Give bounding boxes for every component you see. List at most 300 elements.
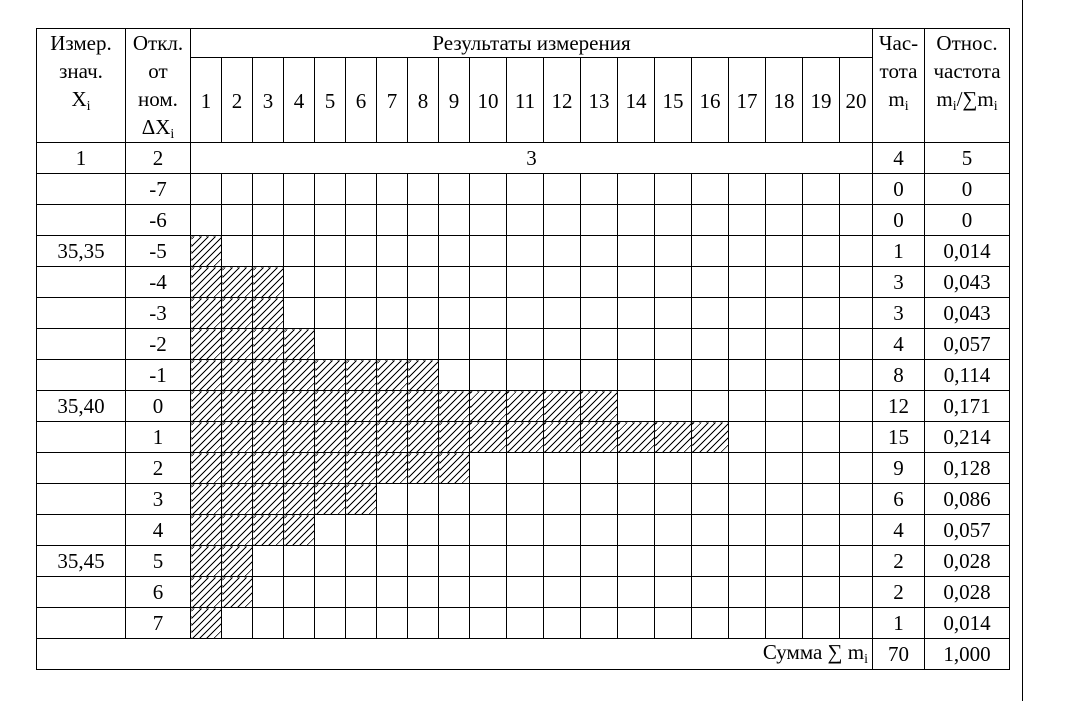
result-cell (284, 205, 315, 236)
result-cell (346, 546, 377, 577)
result-cell (253, 205, 284, 236)
result-cell (655, 484, 692, 515)
result-cell (766, 546, 803, 577)
result-cell (581, 329, 618, 360)
result-cell (581, 205, 618, 236)
result-cell (618, 360, 655, 391)
result-cell (655, 298, 692, 329)
result-cell (840, 608, 873, 639)
hatched-result-cell (253, 515, 284, 546)
result-cell (253, 236, 284, 267)
deviation-cell: 6 (126, 577, 191, 608)
result-cell (840, 174, 873, 205)
result-cell (729, 298, 766, 329)
hatched-result-cell (191, 608, 222, 639)
table-row (37, 608, 1010, 639)
result-cell (803, 546, 840, 577)
relative-frequency-cell: 0,114 (925, 360, 1010, 391)
relative-frequency-cell: 0,014 (925, 236, 1010, 267)
result-cell (222, 205, 253, 236)
result-cell (408, 546, 439, 577)
result-cell (581, 174, 618, 205)
results-column-15: 15 (655, 58, 692, 143)
table-row (37, 546, 1010, 577)
result-cell (766, 608, 803, 639)
result-cell (439, 298, 470, 329)
result-cell (507, 267, 544, 298)
result-cell (507, 329, 544, 360)
result-cell (655, 453, 692, 484)
table-row (37, 484, 1010, 515)
result-cell (766, 453, 803, 484)
relative-frequency-cell: 0,171 (925, 391, 1010, 422)
result-cell (692, 484, 729, 515)
result-cell (729, 422, 766, 453)
hatched-result-cell (253, 453, 284, 484)
result-cell (581, 453, 618, 484)
result-cell (439, 360, 470, 391)
results-column-12: 12 (544, 58, 581, 143)
results-column-18: 18 (766, 58, 803, 143)
header-deviation: Откл. от ном. $\Delta X_i$ (126, 29, 191, 143)
result-cell (346, 577, 377, 608)
result-cell (618, 515, 655, 546)
hatched-result-cell (222, 391, 253, 422)
results-column-5: 5 (315, 58, 346, 143)
table-row (37, 205, 1010, 236)
result-cell (315, 205, 346, 236)
measured-value-cell (37, 422, 126, 453)
result-cell (470, 236, 507, 267)
relative-frequency-cell: 0,043 (925, 298, 1010, 329)
hatched-result-cell (507, 422, 544, 453)
hatched-result-cell (315, 360, 346, 391)
result-cell (803, 608, 840, 639)
result-cell (655, 608, 692, 639)
frequency-cell: 15 (873, 422, 925, 453)
table-row (37, 236, 1010, 267)
result-cell (729, 360, 766, 391)
result-cell (840, 360, 873, 391)
result-cell (346, 267, 377, 298)
sum-row (37, 639, 1010, 670)
result-cell (439, 515, 470, 546)
hatched-result-cell (346, 453, 377, 484)
result-cell (470, 267, 507, 298)
result-cell (692, 453, 729, 484)
result-cell (470, 515, 507, 546)
hatched-result-cell (191, 546, 222, 577)
result-cell (655, 236, 692, 267)
results-column-19: 19 (803, 58, 840, 143)
result-cell (284, 546, 315, 577)
result-cell (377, 267, 408, 298)
result-cell (191, 205, 222, 236)
result-cell (803, 422, 840, 453)
result-cell (803, 391, 840, 422)
result-cell (581, 298, 618, 329)
result-cell (655, 174, 692, 205)
result-cell (692, 515, 729, 546)
hatched-result-cell (191, 577, 222, 608)
result-cell (408, 236, 439, 267)
header-relative-frequency: Относ. частота $m_i/\sum m_i$ (925, 29, 1010, 143)
result-cell (803, 484, 840, 515)
result-cell (840, 391, 873, 422)
table-row (37, 391, 1010, 422)
frequency-cell: 6 (873, 484, 925, 515)
result-cell (544, 515, 581, 546)
measured-value-cell (37, 267, 126, 298)
hatched-result-cell (439, 453, 470, 484)
result-cell (315, 174, 346, 205)
result-cell (470, 205, 507, 236)
column-number-3: 3 (191, 143, 873, 174)
measured-value-cell (37, 453, 126, 484)
table-row (37, 267, 1010, 298)
result-cell (315, 298, 346, 329)
result-cell (507, 360, 544, 391)
result-cell (315, 267, 346, 298)
column-number-5: 5 (925, 143, 1010, 174)
result-cell (766, 391, 803, 422)
result-cell (618, 267, 655, 298)
result-cell (346, 298, 377, 329)
table-row (37, 577, 1010, 608)
sum-label: Сумма ∑ $m_i$ (37, 639, 873, 670)
deviation-cell: 4 (126, 515, 191, 546)
result-cell (655, 391, 692, 422)
relative-frequency-cell: 0 (925, 205, 1010, 236)
result-cell (507, 484, 544, 515)
deviation-cell: 5 (126, 546, 191, 577)
hatched-result-cell (222, 515, 253, 546)
hatched-result-cell (253, 391, 284, 422)
result-cell (284, 577, 315, 608)
result-cell (439, 174, 470, 205)
result-cell (544, 577, 581, 608)
hatched-result-cell (377, 360, 408, 391)
result-cell (729, 453, 766, 484)
result-cell (692, 267, 729, 298)
deviation-cell: -4 (126, 267, 191, 298)
result-cell (507, 453, 544, 484)
hatched-result-cell (618, 422, 655, 453)
hatched-result-cell (191, 267, 222, 298)
result-cell (507, 546, 544, 577)
result-cell (470, 329, 507, 360)
result-cell (507, 205, 544, 236)
hatched-result-cell (408, 391, 439, 422)
result-cell (840, 298, 873, 329)
results-column-10: 10 (470, 58, 507, 143)
hatched-result-cell (507, 391, 544, 422)
hatched-result-cell (284, 453, 315, 484)
relative-frequency-cell: 0,043 (925, 267, 1010, 298)
result-cell (315, 329, 346, 360)
hatched-result-cell (346, 484, 377, 515)
result-cell (408, 515, 439, 546)
result-cell (729, 329, 766, 360)
hatched-result-cell (408, 360, 439, 391)
results-column-3: 3 (253, 58, 284, 143)
result-cell (766, 329, 803, 360)
result-cell (581, 515, 618, 546)
sum-frequency: 70 (873, 639, 925, 670)
result-cell (439, 484, 470, 515)
result-cell (544, 329, 581, 360)
results-column-13: 13 (581, 58, 618, 143)
result-cell (840, 236, 873, 267)
frequency-cell: 0 (873, 174, 925, 205)
hatched-result-cell (377, 422, 408, 453)
relative-frequency-cell: 0,028 (925, 546, 1010, 577)
result-cell (803, 174, 840, 205)
hatched-result-cell (284, 484, 315, 515)
measured-value-cell (37, 608, 126, 639)
result-cell (803, 329, 840, 360)
result-cell (840, 546, 873, 577)
result-cell (315, 546, 346, 577)
results-column-6: 6 (346, 58, 377, 143)
deviation-cell: -7 (126, 174, 191, 205)
deviation-cell: -2 (126, 329, 191, 360)
result-cell (581, 236, 618, 267)
result-cell (803, 298, 840, 329)
hatched-result-cell (315, 422, 346, 453)
hatched-result-cell (581, 391, 618, 422)
hatched-result-cell (222, 453, 253, 484)
measured-value-cell (37, 484, 126, 515)
deviation-cell: 0 (126, 391, 191, 422)
result-cell (284, 236, 315, 267)
result-cell (581, 267, 618, 298)
deviation-cell: 2 (126, 453, 191, 484)
result-cell (618, 329, 655, 360)
frequency-cell: 9 (873, 453, 925, 484)
hatched-result-cell (191, 453, 222, 484)
result-cell (544, 453, 581, 484)
result-cell (377, 329, 408, 360)
table-row (37, 360, 1010, 391)
result-cell (618, 391, 655, 422)
result-cell (544, 608, 581, 639)
hatched-result-cell (315, 484, 346, 515)
result-cell (408, 267, 439, 298)
deviation-cell: 7 (126, 608, 191, 639)
result-cell (729, 174, 766, 205)
measured-value-cell (37, 205, 126, 236)
result-cell (408, 205, 439, 236)
frequency-cell: 2 (873, 546, 925, 577)
hatched-result-cell (222, 484, 253, 515)
measured-value-cell: 35,45 (37, 546, 126, 577)
result-cell (618, 298, 655, 329)
result-cell (315, 577, 346, 608)
result-cell (408, 329, 439, 360)
sum-relative-frequency: 1,000 (925, 639, 1010, 670)
measured-value-cell (37, 515, 126, 546)
relative-frequency-cell: 0 (925, 174, 1010, 205)
measured-value-cell (37, 298, 126, 329)
results-column-20: 20 (840, 58, 873, 143)
result-cell (766, 298, 803, 329)
hatched-result-cell (191, 391, 222, 422)
result-cell (692, 577, 729, 608)
hatched-result-cell (222, 298, 253, 329)
relative-frequency-cell: 0,057 (925, 515, 1010, 546)
result-cell (840, 453, 873, 484)
hatched-result-cell (377, 453, 408, 484)
result-cell (655, 360, 692, 391)
header-measured-value: Измер. знач. $X_i$ (37, 29, 126, 143)
column-number-2: 2 (126, 143, 191, 174)
result-cell (377, 298, 408, 329)
result-cell (284, 298, 315, 329)
result-cell (408, 608, 439, 639)
result-cell (470, 484, 507, 515)
hatched-result-cell (253, 267, 284, 298)
result-cell (581, 546, 618, 577)
hatched-result-cell (439, 422, 470, 453)
result-cell (840, 484, 873, 515)
result-cell (544, 484, 581, 515)
result-cell (507, 236, 544, 267)
hatched-result-cell (346, 391, 377, 422)
hatched-result-cell (408, 453, 439, 484)
result-cell (346, 174, 377, 205)
deviation-cell: -3 (126, 298, 191, 329)
result-cell (507, 174, 544, 205)
result-cell (766, 174, 803, 205)
frequency-cell: 12 (873, 391, 925, 422)
result-cell (618, 484, 655, 515)
hatched-result-cell (315, 453, 346, 484)
result-cell (655, 546, 692, 577)
hatched-result-cell (346, 360, 377, 391)
results-column-1: 1 (191, 58, 222, 143)
result-cell (346, 329, 377, 360)
result-cell (692, 546, 729, 577)
result-cell (377, 174, 408, 205)
frequency-cell: 4 (873, 329, 925, 360)
result-cell (191, 174, 222, 205)
result-cell (766, 577, 803, 608)
column-number-1: 1 (37, 143, 126, 174)
header-results-title: Результаты измерения (191, 29, 873, 58)
relative-frequency-cell: 0,028 (925, 577, 1010, 608)
results-column-2: 2 (222, 58, 253, 143)
result-cell (692, 608, 729, 639)
result-cell (253, 608, 284, 639)
result-cell (222, 174, 253, 205)
result-cell (618, 236, 655, 267)
result-cell (803, 515, 840, 546)
column-number-4: 4 (873, 143, 925, 174)
result-cell (803, 453, 840, 484)
frequency-cell: 1 (873, 236, 925, 267)
result-cell (315, 515, 346, 546)
result-cell (692, 391, 729, 422)
hatched-result-cell (191, 236, 222, 267)
result-cell (544, 174, 581, 205)
result-cell (470, 360, 507, 391)
result-cell (655, 267, 692, 298)
deviation-cell: 1 (126, 422, 191, 453)
result-cell (222, 608, 253, 639)
result-cell (439, 608, 470, 639)
results-column-4: 4 (284, 58, 315, 143)
result-cell (618, 608, 655, 639)
result-cell (544, 236, 581, 267)
result-cell (803, 205, 840, 236)
hatched-result-cell (191, 298, 222, 329)
result-cell (729, 577, 766, 608)
result-cell (729, 236, 766, 267)
result-cell (766, 267, 803, 298)
result-cell (284, 608, 315, 639)
result-cell (284, 267, 315, 298)
result-cell (346, 205, 377, 236)
table-row (37, 422, 1010, 453)
result-cell (803, 236, 840, 267)
results-column-9: 9 (439, 58, 470, 143)
header-frequency: Час- тота $m_i$ (873, 29, 925, 143)
hatched-result-cell (222, 422, 253, 453)
result-cell (377, 546, 408, 577)
measured-value-cell: 35,40 (37, 391, 126, 422)
result-cell (544, 205, 581, 236)
result-cell (581, 608, 618, 639)
result-cell (618, 577, 655, 608)
table-row (37, 298, 1010, 329)
result-cell (544, 267, 581, 298)
result-cell (692, 236, 729, 267)
relative-frequency-cell: 0,128 (925, 453, 1010, 484)
result-cell (377, 515, 408, 546)
hatched-result-cell (253, 422, 284, 453)
result-cell (470, 608, 507, 639)
result-cell (377, 484, 408, 515)
result-cell (581, 484, 618, 515)
result-cell (618, 546, 655, 577)
table-row (37, 174, 1010, 205)
result-cell (840, 577, 873, 608)
result-cell (253, 174, 284, 205)
result-cell (766, 360, 803, 391)
result-cell (729, 484, 766, 515)
hatched-result-cell (692, 422, 729, 453)
result-cell (253, 577, 284, 608)
result-cell (840, 205, 873, 236)
result-cell (507, 515, 544, 546)
result-cell (692, 329, 729, 360)
relative-frequency-cell: 0,214 (925, 422, 1010, 453)
result-cell (692, 360, 729, 391)
result-cell (470, 453, 507, 484)
hatched-result-cell (655, 422, 692, 453)
relative-frequency-cell: 0,086 (925, 484, 1010, 515)
result-cell (439, 236, 470, 267)
result-cell (544, 298, 581, 329)
result-cell (729, 546, 766, 577)
result-cell (581, 577, 618, 608)
result-cell (439, 546, 470, 577)
hatched-result-cell (544, 391, 581, 422)
results-column-11: 11 (507, 58, 544, 143)
result-cell (315, 236, 346, 267)
measured-value-cell (37, 174, 126, 205)
